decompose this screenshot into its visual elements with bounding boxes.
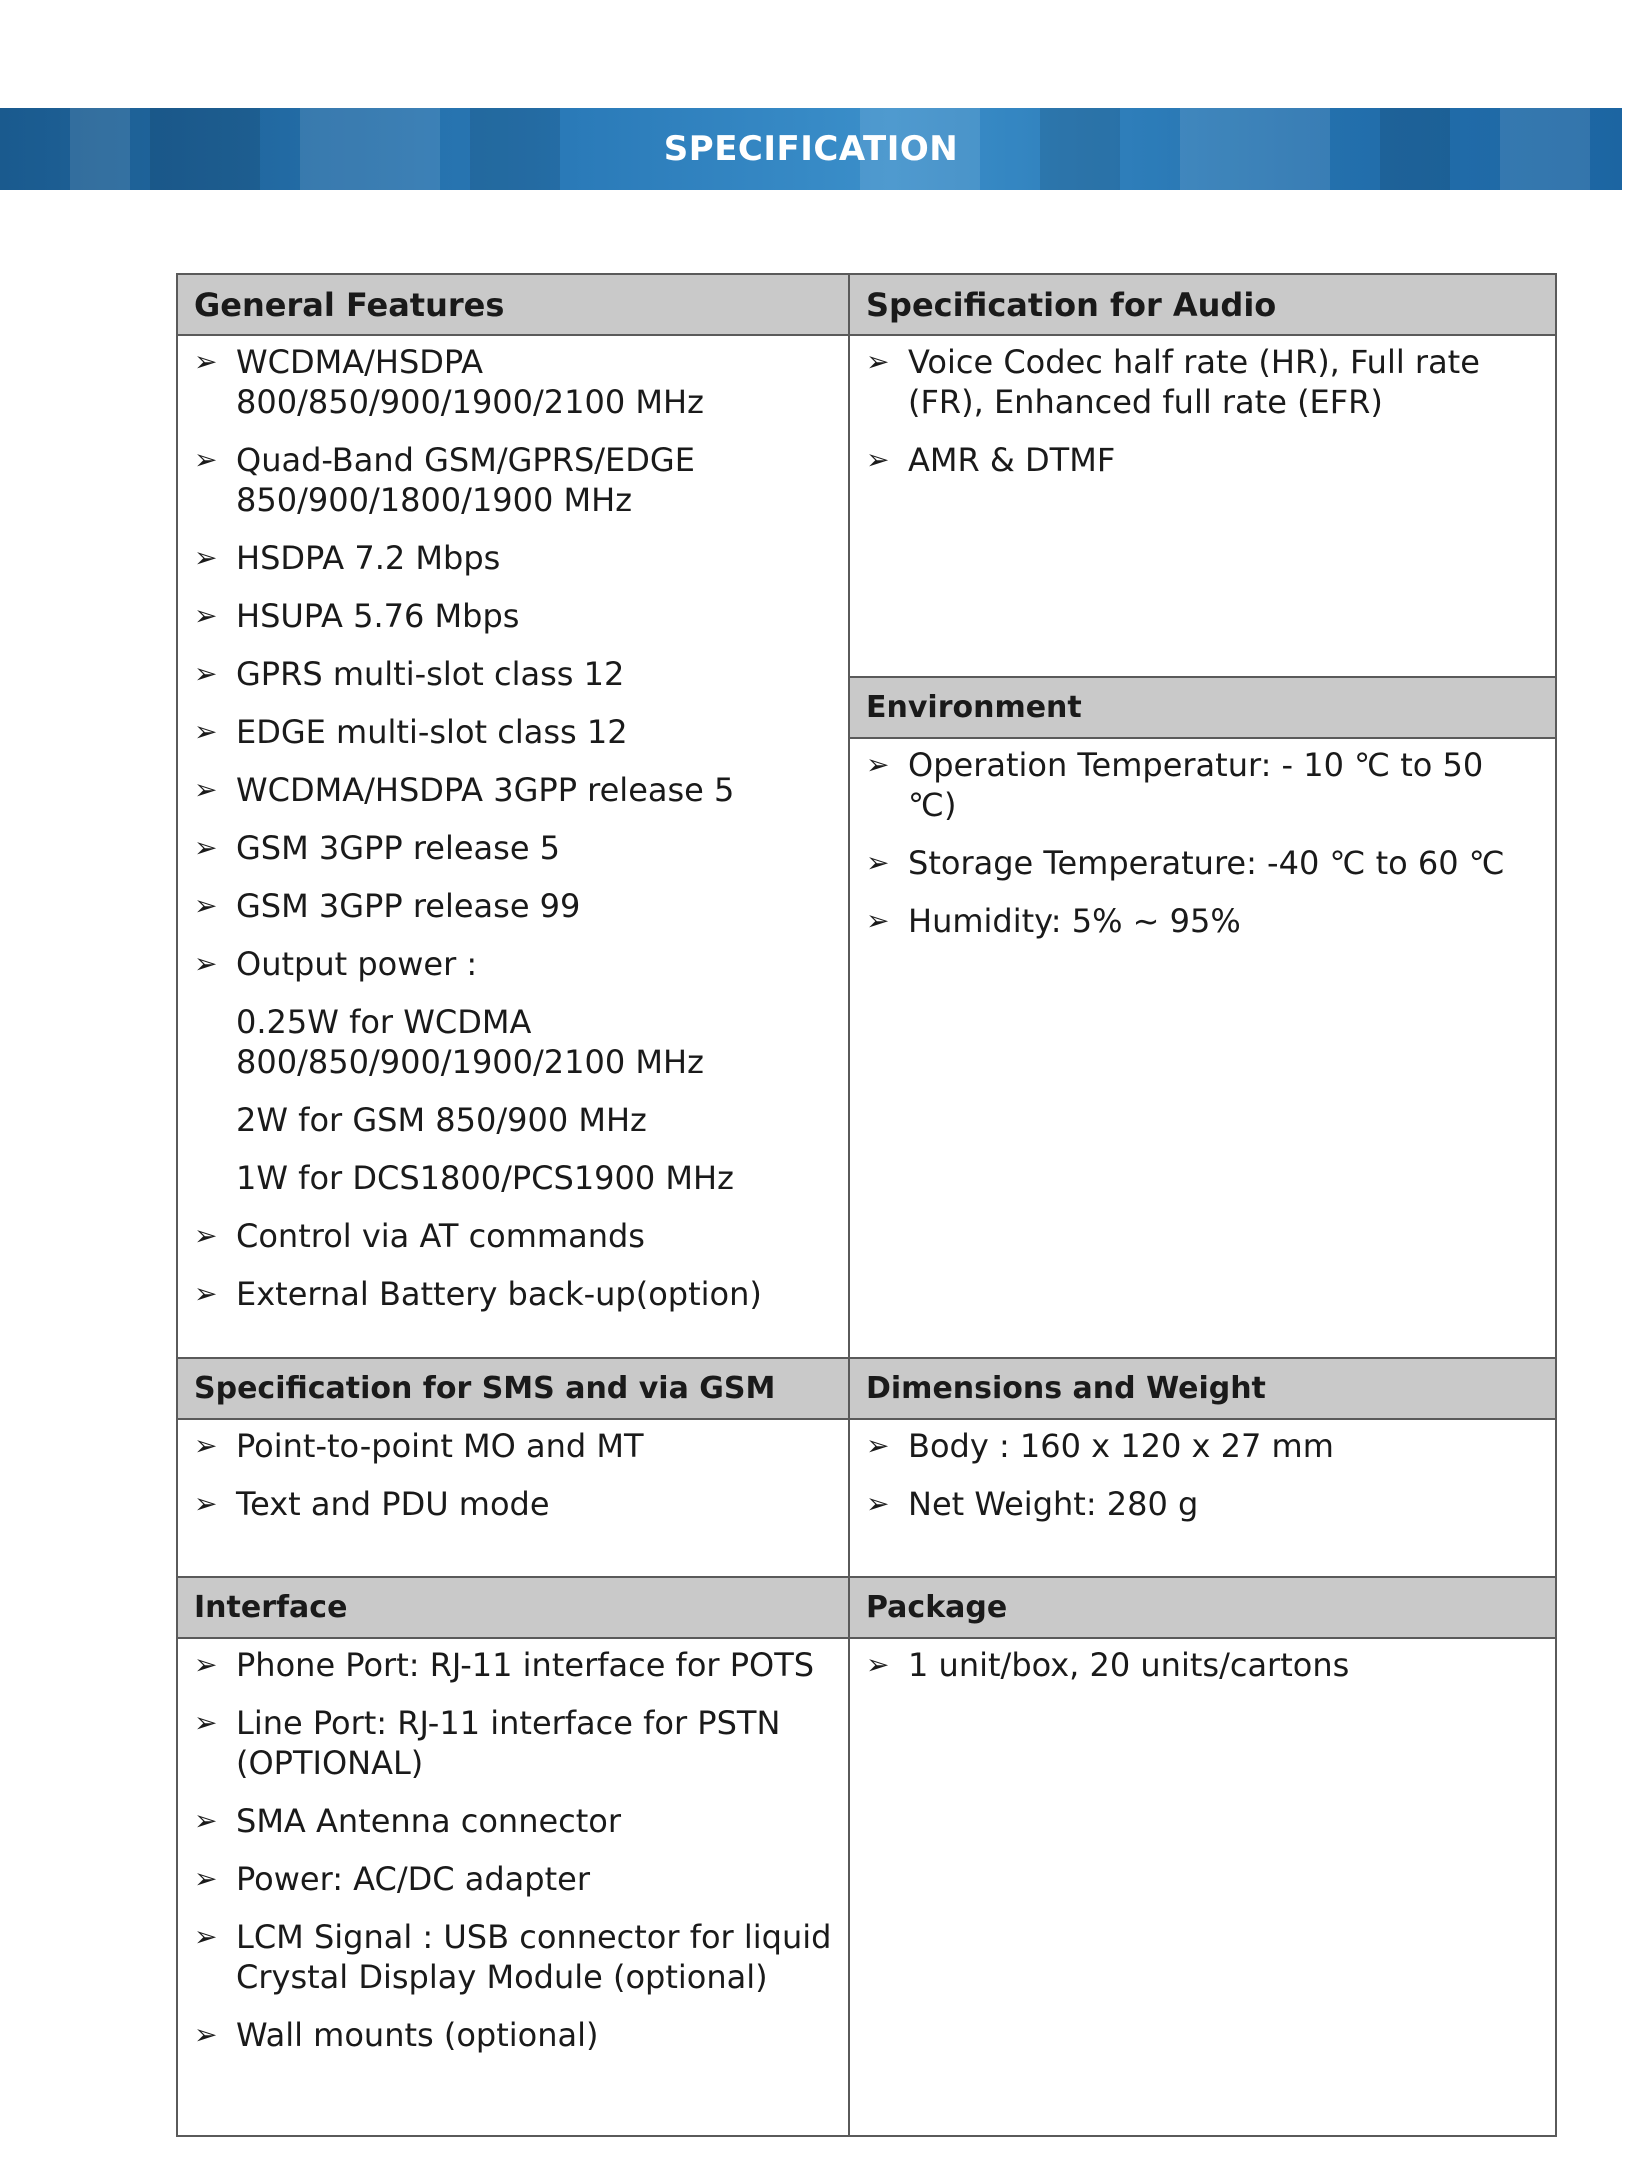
arrow-bullet-icon: ➢ — [194, 1804, 218, 1837]
list-item: ➢ Wall mounts (optional) — [194, 2016, 599, 2054]
list-item: ➢ Phone Port: RJ-11 interface for POTS — [194, 1646, 815, 1684]
arrow-bullet-icon: ➢ — [194, 443, 218, 476]
list-item: ➢ Line Port: RJ-11 interface for PSTN (OPTIONAL) — [194, 1704, 781, 1782]
list-sub-item: 0.25W for WCDMA 800/850/900/1900/2100 MHz — [236, 1003, 704, 1081]
arrow-bullet-icon: ➢ — [194, 773, 218, 806]
list-sub-item: 2W for GSM 850/900 MHz — [236, 1101, 647, 1139]
arrow-bullet-icon: ➢ — [866, 345, 890, 378]
list-item: ➢ Point-to-point MO and MT — [194, 1427, 644, 1465]
environment-header: Environment — [849, 677, 1556, 738]
arrow-bullet-icon: ➢ — [194, 889, 218, 922]
environment-cell — [849, 738, 1556, 1358]
page-title: SPECIFICATION — [663, 129, 959, 169]
arrow-bullet-icon: ➢ — [194, 599, 218, 632]
audio-header: Specification for Audio — [849, 274, 1556, 335]
sms-list — [194, 1426, 832, 1524]
general-features-cell — [177, 335, 849, 1358]
sms-header: Specification for SMS and via GSM — [177, 1358, 849, 1419]
arrow-bullet-icon: ➢ — [194, 1487, 218, 1520]
list-item: ➢ Storage Temperature: -40 ℃ to 60 ℃ — [866, 844, 1505, 883]
arrow-bullet-icon: ➢ — [194, 2018, 218, 2051]
interface-list — [194, 1645, 832, 2055]
list-item: ➢ Quad-Band GSM/GPRS/EDGE 850/900/1800/1900 MHz — [194, 441, 695, 519]
list-sub-item: 1W for DCS1800/PCS1900 MHz — [236, 1159, 734, 1197]
list-item: ➢ HSDPA 7.2 Mbps — [194, 539, 501, 577]
arrow-bullet-icon: ➢ — [194, 715, 218, 748]
arrow-bullet-icon: ➢ — [866, 1429, 890, 1462]
arrow-bullet-icon: ➢ — [194, 1277, 218, 1310]
arrow-bullet-icon: ➢ — [194, 831, 218, 864]
list-item: ➢ Control via AT commands — [194, 1217, 645, 1255]
list-item: ➢ HSUPA 5.76 Mbps — [194, 597, 520, 635]
list-item: ➢ SMA Antenna connector — [194, 1802, 622, 1840]
arrow-bullet-icon: ➢ — [194, 1219, 218, 1252]
package-cell — [849, 1638, 1556, 2136]
list-item: ➢ LCM Signal : USB connector for liquid Crystal Display Module (optional) — [194, 1918, 832, 1996]
arrow-bullet-icon: ➢ — [194, 1648, 218, 1681]
list-item: ➢ Power: AC/DC adapter — [194, 1860, 590, 1898]
arrow-bullet-icon: ➢ — [866, 1648, 890, 1681]
arrow-bullet-icon: ➢ — [194, 947, 218, 980]
audio-cell — [849, 335, 1556, 677]
list-item: ➢ Humidity: 5% ~ 95% — [866, 902, 1241, 941]
arrow-bullet-icon: ➢ — [866, 904, 890, 938]
list-item: ➢ AMR & DTMF — [866, 441, 1116, 479]
arrow-bullet-icon: ➢ — [194, 1862, 218, 1895]
list-item: ➢ GSM 3GPP release 99 — [194, 887, 581, 925]
arrow-bullet-icon: ➢ — [194, 1429, 218, 1462]
dimensions-list — [866, 1426, 1539, 1524]
dimensions-cell — [849, 1419, 1556, 1577]
list-item: ➢ Net Weight: 280 g — [866, 1485, 1199, 1523]
arrow-bullet-icon: ➢ — [866, 748, 890, 782]
list-item: ➢ WCDMA/HSDPA 800/850/900/1900/2100 MHz — [194, 343, 704, 421]
list-item: ➢ Operation Temperatur: - 10 ℃ to 50 ℃) — [866, 746, 1484, 825]
list-item: ➢ Body : 160 x 120 x 27 mm — [866, 1427, 1334, 1465]
arrow-bullet-icon: ➢ — [866, 443, 890, 476]
package-list — [866, 1645, 1539, 1685]
list-item: ➢ WCDMA/HSDPA 3GPP release 5 — [194, 771, 735, 809]
dimensions-header: Dimensions and Weight — [849, 1358, 1556, 1419]
arrow-bullet-icon: ➢ — [194, 1920, 218, 1953]
package-header: Package — [849, 1577, 1556, 1638]
arrow-bullet-icon: ➢ — [194, 1706, 218, 1739]
list-item: ➢ Voice Codec half rate (HR), Full rate (FR), Enhanced full rate (EFR) — [866, 343, 1480, 421]
specification-table — [176, 273, 1557, 2137]
interface-header: Interface — [177, 1577, 849, 1638]
audio-list — [866, 342, 1539, 480]
list-item: ➢ External Battery back-up(option) — [194, 1275, 762, 1313]
arrow-bullet-icon: ➢ — [194, 541, 218, 574]
arrow-bullet-icon: ➢ — [866, 846, 890, 880]
environment-list — [866, 745, 1539, 941]
sms-cell — [177, 1419, 849, 1577]
list-item: ➢ 1 unit/box, 20 units/cartons — [866, 1646, 1350, 1684]
list-item: ➢ Text and PDU mode — [194, 1485, 550, 1523]
arrow-bullet-icon: ➢ — [866, 1487, 890, 1520]
list-item: ➢ Output power : — [194, 945, 478, 983]
arrow-bullet-icon: ➢ — [194, 657, 218, 690]
list-item: ➢ EDGE multi-slot class 12 — [194, 713, 628, 751]
general-features-list — [194, 342, 832, 1314]
header-banner — [0, 108, 1622, 190]
list-item: ➢ GSM 3GPP release 5 — [194, 829, 561, 867]
general-features-header: General Features — [177, 274, 849, 335]
interface-cell — [177, 1638, 849, 2136]
arrow-bullet-icon: ➢ — [194, 345, 218, 378]
list-item: ➢ GPRS multi-slot class 12 — [194, 655, 625, 693]
